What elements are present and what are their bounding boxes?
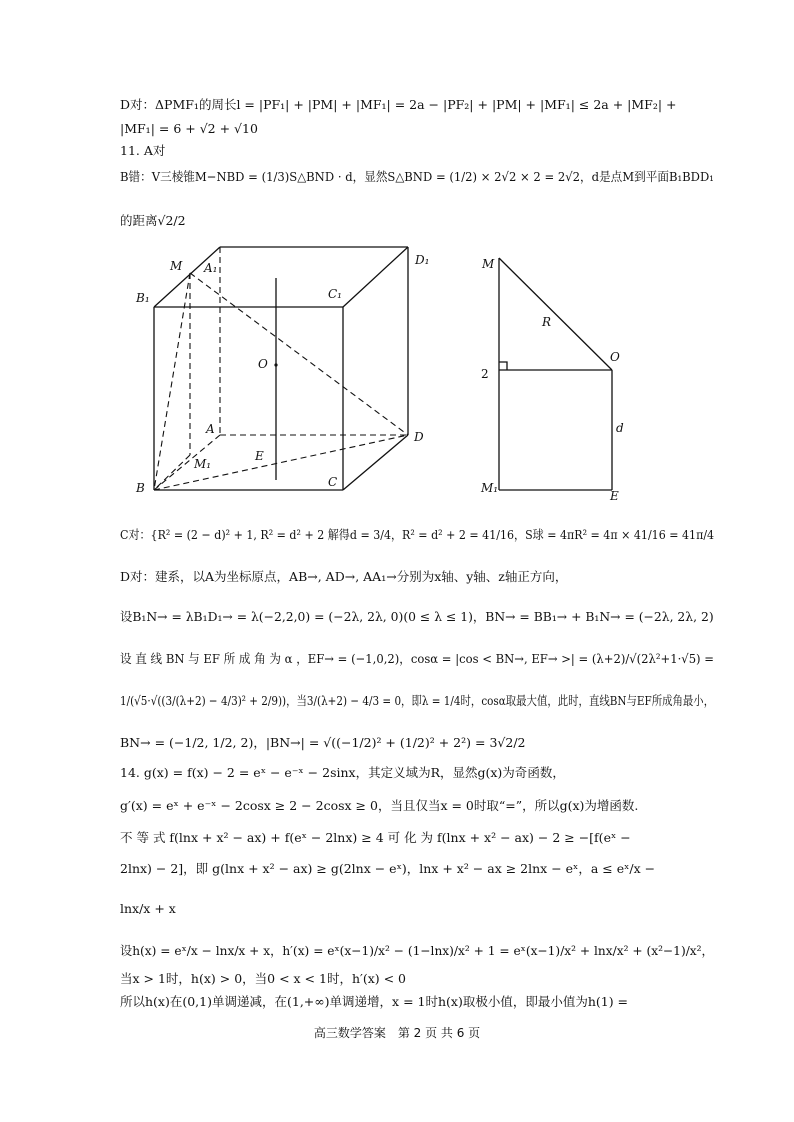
- label-o: O: [610, 350, 620, 364]
- label-m1: M₁: [194, 457, 212, 471]
- text-line: 当x > 1时，h(x) > 0，当0 < x < 1时，h′(x) < 0: [120, 971, 407, 986]
- text-line: BN→ = (−1/2, 1/2, 2)，|BN→| = √((−1/2)² + (1/2)² + 2²) = 3√2/2: [120, 735, 526, 750]
- text-line: 所以h(x)在(0,1)单调递减，在(1,+∞)单调递增，x = 1时h(x)取极小值，即最小值为h(1) =: [120, 994, 629, 1009]
- label-o: O: [258, 357, 268, 371]
- label-height-2: 2: [481, 367, 489, 381]
- page-footer: 高三数学答案 第 2 页 共 6 页: [313, 1026, 481, 1040]
- text-line: 不 等 式 f(lnx + x² − ax) + f(eˣ − 2lnx) ≥ 4 可 化 为 f(lnx + x² − ax) − 2 ≥ −[f(eˣ −: [120, 830, 631, 845]
- text-line: C对：{R² = (2 − d)² + 1, R² = d² + 2 解得d = 3/4，R² = d² + 2 = 41/16，S球 = 4πR² = 4π × 41/16 = 41π/4: [120, 527, 715, 542]
- section-figure: [476, 248, 646, 504]
- label-r: R: [542, 315, 552, 329]
- label-b: B: [136, 481, 145, 495]
- section-diagram: [476, 248, 646, 504]
- label-d1: D₁: [415, 253, 430, 267]
- label-m: M: [482, 257, 495, 271]
- cube-figure: [130, 240, 440, 500]
- text-line: 设h(x) = eˣ/x − lnx/x + x，h′(x) = eˣ(x−1)/x² − (1−lnx)/x² + 1 = eˣ(x−1)/x² + lnx/x² + (x²−1)/x²，: [120, 943, 714, 958]
- text-line: D对：建系，以A为坐标原点，AB→, AD→, AA₁→分别为x轴、y轴、z轴正方向，: [120, 569, 568, 584]
- label-c: C: [328, 475, 338, 489]
- label-d: d: [616, 421, 624, 435]
- label-m1: M₁: [481, 481, 499, 495]
- label-c1: C₁: [328, 287, 342, 301]
- text-line: 设 直 线 BN 与 EF 所 成 角 为 α ，EF→ = (−1,0,2)，cosα = |cos < BN→, EF→ >| = (λ+2)/√(2λ²+1·√5) =: [120, 651, 714, 666]
- label-e: E: [610, 489, 619, 503]
- label-a1: A₁: [204, 261, 218, 275]
- cube-diagram: [130, 240, 440, 500]
- label-e: E: [255, 449, 264, 463]
- label-m: M: [170, 259, 183, 273]
- text-line: 2lnx) − 2]，即 g(lnx + x² − ax) ≥ g(2lnx − eˣ)，lnx + x² − ax ≥ 2lnx − eˣ，a ≤ eˣ/x −: [120, 861, 656, 876]
- label-b1: B₁: [136, 291, 150, 305]
- text-line: |MF₁| = 6 + √2 + √10: [120, 121, 258, 136]
- text-line: lnx/x + x: [120, 901, 176, 916]
- text-line: 设B₁N→ = λB₁D₁→ = λ(−2,2,0) = (−2λ, 2λ, 0)(0 ≤ λ ≤ 1)，BN→ = BB₁→ + B₁N→ = (−2λ, 2λ, 2): [120, 609, 714, 624]
- label-d: D: [414, 430, 424, 444]
- text-line: D对：ΔPMF₁的周长l = |PF₁| + |PM| + |MF₁| = 2a − |PF₂| + |PM| + |MF₁| ≤ 2a + |MF₂| +: [120, 97, 677, 112]
- text-line: B错：V三棱锥M−NBD = (1/3)S△BND · d，显然S△BND = (1/2) × 2√2 × 2 = 2√2，d是点M到平面B₁BDD₁: [120, 169, 714, 184]
- center-point-o: [274, 363, 277, 366]
- text-line: 14. g(x) = f(x) − 2 = eˣ − e⁻ˣ − 2sinx，其定义域为R，显然g(x)为奇函数，: [120, 765, 565, 780]
- label-a: A: [206, 422, 215, 436]
- text-line: 11. A对: [120, 143, 166, 158]
- text-line: 1/(√5·√((3/(λ+2) − 4/3)² + 2/9))，当3/(λ+2) − 4/3 = 0，即λ = 1/4时，cosα取最大值，此时，直线BN与EF所成角最小，: [120, 693, 715, 708]
- text-line: g′(x) = eˣ + e⁻ˣ − 2cosx ≥ 2 − 2cosx ≥ 0，当且仅当x = 0时取“=”，所以g(x)为增函数.: [120, 798, 639, 813]
- text-line: 的距离√2/2: [120, 213, 186, 228]
